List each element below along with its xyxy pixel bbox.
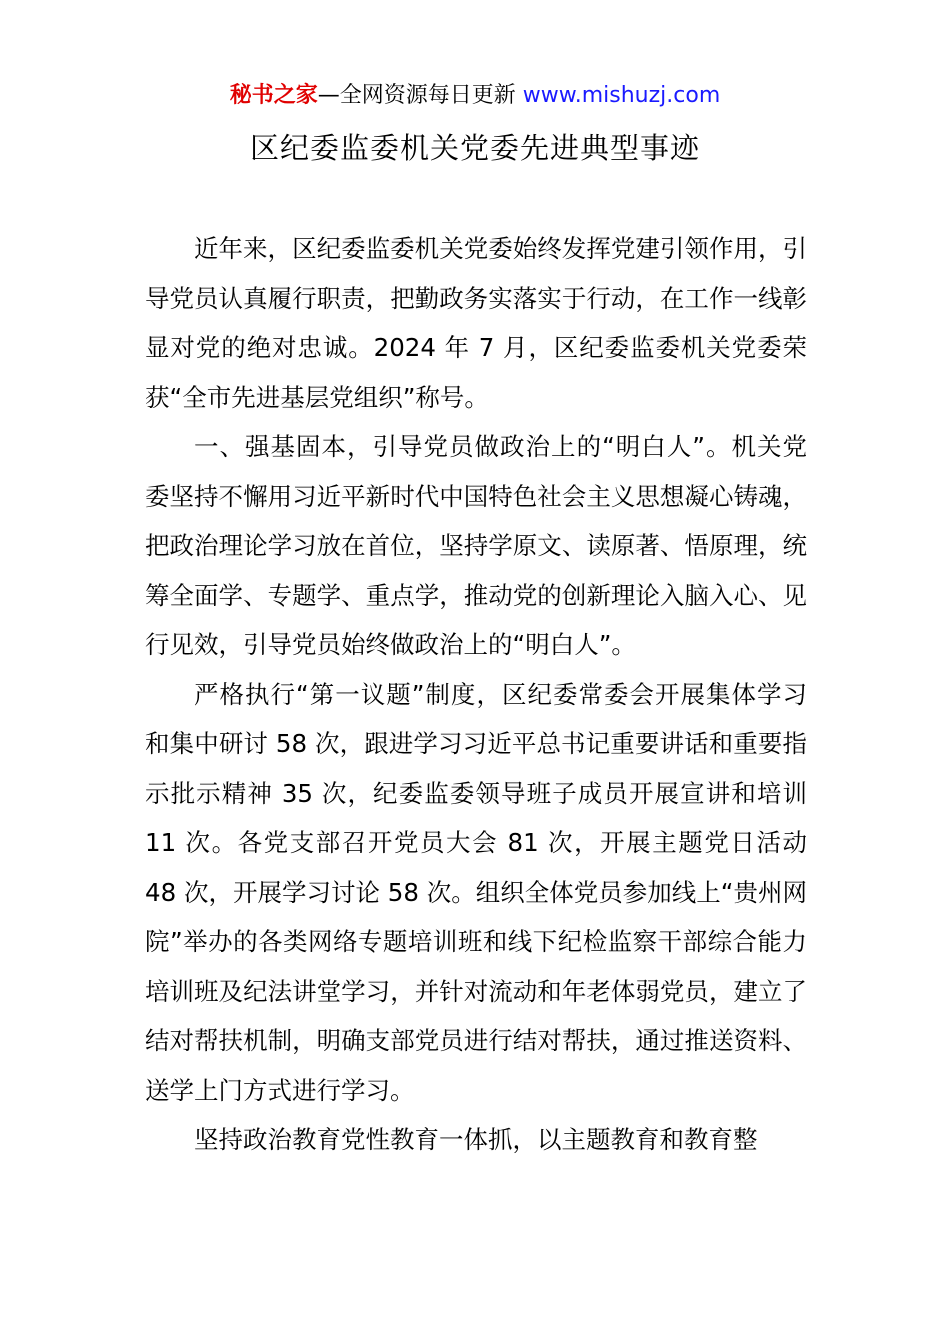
site-tagline: —全网资源每日更新 — [317, 83, 516, 108]
site-header — [0, 80, 950, 112]
document-body — [145, 224, 807, 1165]
paragraph: 坚持政治教育党性教育一体抓，以主题教育和教育整 — [194, 1125, 758, 1154]
paragraph: 一、强基固本，引导党员做政治上的“明白人”。机关党委坚持不懈用习近平新时代中国特色社会主义思想凝心铸魂，把政治理论学习放在首位，坚持学原文、读原著、悟原理，统筹全面学、专题学、重点学，推动党的创新理论入脑入心、见行见效，引导党员始终做政治上的“明白人”。 — [145, 432, 807, 659]
paragraph: 严格执行“第一议题”制度，区纪委常委会开展集体学习和集中研讨 58 次，跟进学习习近平总书记重要讲话和重要指示批示精神 35 次，纪委监委领导班子成员开展宣讲和培训 11 次。各党支部召开党员大会 81 次，开展主题党日活动 48 次，开展学习讨论 58 次。组织全体党员参加线上“贵州网院”举办的各类网络专题培训班和线下纪检监察干部综合能力培训班及纪法讲堂学习，并针对流动和年老体弱党员，建立了结对帮扶机制，明确支部党员进行结对帮扶，通过推送资料、送学上门方式进行学习。 — [145, 679, 807, 1105]
site-url-link[interactable]: www.mishuzj.com — [522, 83, 721, 108]
site-brand: 秘书之家 — [229, 83, 318, 108]
paragraph: 近年来，区纪委监委机关党委始终发挥党建引领作用，引导党员认真履行职责，把勤政务实落实于行动，在工作一线彰显对党的绝对忠诚。2024 年 7 月，区纪委监委机关党委荣获“全市先进基层党组织”称号。 — [145, 234, 807, 412]
document-title: 区纪委监委机关党委先进典型事迹 — [249, 131, 700, 165]
